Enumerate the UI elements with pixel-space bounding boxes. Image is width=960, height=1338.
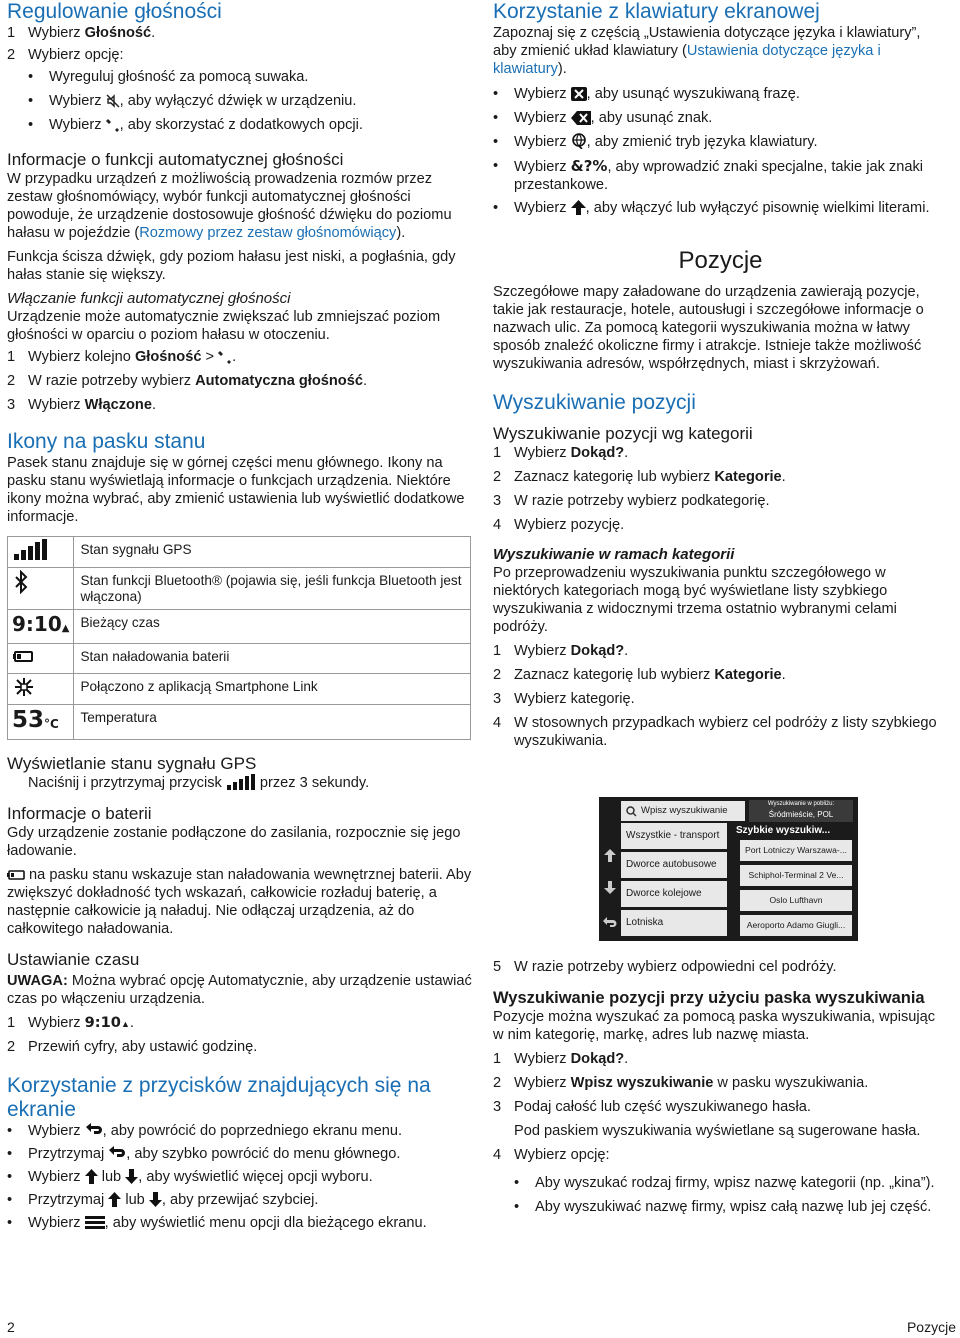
paragraph: UWAGA: Można wybrać opcję Automatycznie, aby urządzenie ustawiać czas po włączeniu urządzenia. bbox=[7, 973, 472, 1007]
list-item: • Wybierz , aby usunąć znak. bbox=[493, 110, 713, 126]
paragraph: Urządzenie może automatycznie zwiększać lub zmniejszać poziom głośności w oparciu o poziom hałasu w otoczeniu. bbox=[7, 309, 441, 343]
globe-icon bbox=[571, 133, 587, 149]
list-item: • Wybierz , aby wyświetlić menu opcji dla bieżącego ekranu. bbox=[7, 1215, 427, 1231]
heading-volume: Regulowanie głośności bbox=[7, 0, 222, 23]
gps-signal-icon[interactable] bbox=[226, 774, 256, 790]
step: 5 W razie potrzeby wybierz odpowiedni cel podróży. bbox=[493, 959, 837, 975]
step: 4 Wybierz pozycję. bbox=[493, 517, 625, 533]
step: 3 W razie potrzeby wybierz podkategorię. bbox=[493, 493, 770, 509]
list-item: • Wybierz , aby zmienić tryb języka klawiatury. bbox=[493, 134, 818, 150]
menu-icon bbox=[85, 1215, 105, 1230]
heading-search-bar: Wyszukiwanie pozycji przy użyciu paska wyszukiwania bbox=[493, 989, 925, 1007]
page-number: 2 bbox=[7, 1319, 15, 1335]
heading-battery: Informacje o baterii bbox=[7, 804, 152, 823]
step: 2 Zaznacz kategorię lub wybierz Kategorie. bbox=[493, 667, 786, 683]
heading-keyboard: Korzystanie z klawiatury ekranowej bbox=[493, 0, 820, 23]
step: 1 Wybierz Głośność. bbox=[7, 25, 156, 41]
shift-icon bbox=[571, 200, 586, 215]
heading-gps-status: Wyświetlanie stanu sygnału GPS bbox=[7, 754, 257, 773]
battery-icon bbox=[7, 868, 25, 882]
link-handsfree[interactable]: Rozmowy przez zestaw głośnomówiący bbox=[139, 225, 397, 241]
back-icon[interactable] bbox=[603, 917, 617, 929]
list-item: • Aby wyszukiwać nazwę firmy, wpisz całą nazwę lub jej część. bbox=[514, 1199, 932, 1215]
paragraph: Po przeprowadzeniu wyszukiwania punktu szczegółowego w niektórych kategoriach mogą być wyświetlane listy szybkiego wyszukiwania z widocznymi trzema ostatnio wybranymi celami podróży. bbox=[493, 565, 897, 635]
step: 2 Wybierz Wpisz wyszukiwanie w pasku wyszukiwania. bbox=[493, 1075, 869, 1091]
step: 1 Wybierz Dokąd?. bbox=[493, 1051, 629, 1067]
search-input[interactable]: Wpisz wyszukiwanie bbox=[621, 801, 745, 821]
heading-onscreen-buttons: Korzystanie z przycisków znajdujących się na ekranie bbox=[7, 1074, 431, 1121]
search-icon bbox=[626, 806, 637, 817]
left-column bbox=[7, 0, 475, 1237]
step: 4 W stosownych przypadkach wybierz cel podróży z listy szybkiego wyszukiwania. bbox=[493, 715, 937, 749]
search-nearby-button[interactable]: Wyszukiwanie w pobliżu: Śródmieście, POL bbox=[749, 800, 853, 822]
paragraph: W przypadku urządzeń z możliwością prowadzenia rozmów przez zestaw głośnomówiący, wybór funkcji automatycznej głośności powoduje, że urządzenie dostosowuje głośność dźwięku do poziomu hałasu w pojeździe (Rozmowy przez zestaw głośnomówiący). bbox=[7, 171, 452, 241]
list-item: • Wybierz , aby włączyć lub wyłączyć pisownię wielkimi literami. bbox=[493, 200, 930, 216]
list-item: • Przytrzymaj , aby szybko powrócić do menu głównego. bbox=[7, 1146, 401, 1162]
heading-set-time: Ustawianie czasu bbox=[7, 950, 140, 969]
option-list bbox=[493, 1174, 948, 1216]
status-icons-table bbox=[7, 536, 471, 740]
heading-auto-volume-info: Informacje o funkcji automatycznej głośności bbox=[7, 150, 344, 169]
list-item: • Wybierz lub , aby wyświetlić więcej opcji wyboru. bbox=[7, 1169, 373, 1185]
paragraph: Szczegółowe mapy załadowane do urządzenia zawierają pozycje, takie jak restauracje, hotele, autousługi i szczegółowe informacje o nazwach ulic. Za pomocą kategorii wyszukiwania można w łatwy sposób znaleźć okoliczne firmy i atrakcje. Istnieje także możliwość wyszukiwania adresów, współrzędnych, miast i skrzyżowań. bbox=[493, 284, 924, 372]
paragraph: Pasek stanu znajduje się w górnej części menu głównego. Ikony na pasku stanu wyświetlają informacje o funkcjach urządzenia. Niektóre ikony można wybrać, aby zmienić ustawienia lub wyświetlić dodatkowe informacje. bbox=[7, 455, 465, 525]
step: 2 Przewiń cyfry, aby ustawić godzinę. bbox=[7, 1039, 258, 1055]
clock-icon: 9:10▲ bbox=[12, 612, 70, 636]
link-language-keyboard[interactable]: Ustawienia dotyczące języka i klawiatury bbox=[493, 43, 881, 77]
step: 3 Wybierz Włączone. bbox=[7, 397, 157, 413]
back-icon bbox=[85, 1123, 103, 1138]
clear-icon bbox=[571, 87, 587, 101]
arrow-down-icon[interactable] bbox=[604, 881, 616, 894]
list-item: • Wybierz , aby usunąć wyszukiwaną frazę. bbox=[493, 86, 800, 102]
paragraph: na pasku stanu wskazuje stan naładowania wewnętrznej baterii. Aby zwiększyć dokładność tych wskazań, całkowicie rozładuj baterię, a następnie całkowicie ją naładuj. Nie odłączaj urządzenia, aż do całkowitego naładowania. bbox=[7, 867, 472, 937]
arrow-up-icon[interactable] bbox=[604, 849, 616, 862]
list-item: • Wybierz , aby wyłączyć dźwięk w urządzeniu. bbox=[28, 93, 357, 109]
battery-icon bbox=[12, 646, 36, 666]
step: 2 Wybierz opcję: bbox=[7, 47, 124, 63]
quick-result[interactable]: Aeroporto Adamo Giugli... bbox=[740, 915, 852, 936]
paragraph: Funkcja ścisza dźwięk, gdy poziom hałasu jest niski, a pogłaśnia, gdy hałas stanie się większy. bbox=[7, 249, 456, 283]
step: 2 Zaznacz kategorię lub wybierz Kategorie. bbox=[493, 469, 786, 485]
step: 4 Wybierz opcję: bbox=[493, 1147, 610, 1163]
heading-enable-auto-volume: Włączanie funkcji automatycznej głośności bbox=[7, 290, 291, 307]
paragraph: Pod paskiem wyszukiwania wyświetlane są sugerowane hasła. bbox=[514, 1123, 921, 1139]
gps-signal-icon bbox=[12, 539, 50, 561]
step: 2 W razie potrzeby wybierz Automatyczna głośność. bbox=[7, 373, 367, 389]
step: 1 Wybierz Dokąd?. bbox=[493, 643, 629, 659]
step: 3 Podaj całość lub część wyszukiwanego hasła. bbox=[493, 1099, 811, 1115]
heading-status-icons: Ikony na pasku stanu bbox=[7, 430, 206, 453]
list-item: • Wybierz , aby skorzystać z dodatkowych opcji. bbox=[28, 117, 363, 133]
table-row: Stan sygnału GPS bbox=[8, 537, 471, 568]
device-screenshot bbox=[599, 797, 858, 941]
step: 1 Wybierz kolejno Głośność > . bbox=[7, 349, 237, 365]
heading-positions: Pozycje bbox=[678, 247, 763, 274]
temperature-icon: 53°C bbox=[12, 707, 59, 733]
backspace-icon bbox=[571, 111, 591, 125]
quick-result[interactable]: Oslo Lufthavn bbox=[740, 890, 852, 911]
quick-search-title: Szybkie wyszukiw... bbox=[736, 825, 831, 836]
mute-icon bbox=[106, 94, 120, 108]
paragraph: Pozycje można wyszukać za pomocą paska wyszukiwania, wpisując w nim kategorię, markę, adres lub nazwę miasta. bbox=[493, 1009, 936, 1043]
table-row: 9:10▲ Bieżący czas bbox=[8, 610, 471, 644]
list-item: • Wybierz &?%, aby wprowadzić znaki specjalne, takie jak znaki przestankowe. bbox=[493, 157, 923, 193]
smartphone-link-icon bbox=[12, 676, 36, 698]
volume-options bbox=[7, 68, 475, 140]
table-row: Połączono z aplikacją Smartphone Link bbox=[8, 674, 471, 705]
category-item[interactable]: Wszystkie - transport bbox=[621, 823, 727, 849]
wrench-icon bbox=[106, 118, 120, 132]
back-icon bbox=[108, 1146, 126, 1161]
table-row: Stan naładowania baterii bbox=[8, 644, 471, 674]
clock-icon: 9:10 bbox=[84, 1014, 121, 1031]
arrow-up-icon bbox=[108, 1192, 121, 1207]
bluetooth-icon bbox=[12, 570, 32, 594]
step: 3 Wybierz kategorię. bbox=[493, 691, 635, 707]
quick-result[interactable]: Schiphol-Terminal 2 Ve... bbox=[740, 865, 852, 886]
list-item: • Przytrzymaj lub , aby przewijać szybciej. bbox=[7, 1192, 319, 1208]
table-row: 53°C Temperatura bbox=[8, 705, 471, 740]
list-item: • Wybierz , aby powrócić do poprzedniego ekranu menu. bbox=[7, 1123, 402, 1139]
list-item: • Aby wyszukać rodzaj firmy, wpisz nazwę kategorii (np. „kina”). bbox=[514, 1175, 935, 1191]
list-item: • Wyreguluj głośność za pomocą suwaka. bbox=[28, 69, 309, 85]
step: 1 Wybierz 9:10▲. bbox=[7, 1014, 134, 1031]
paragraph: Zapoznaj się z częścią „Ustawienia dotyczące języka i klawiatury”, aby zmienić układ klawiatury (Ustawienia dotyczące języka i klawiatury). bbox=[493, 25, 921, 77]
heading-search-in-category: Wyszukiwanie w ramach kategorii bbox=[493, 546, 735, 563]
heading-search-by-category: Wyszukiwanie pozycji wg kategorii bbox=[493, 424, 753, 443]
quick-result[interactable]: Port Lotniczy Warszawa-... bbox=[740, 840, 852, 861]
paragraph: Gdy urządzenie zostanie podłączone do zasilania, rozpocznie się jego ładowanie. bbox=[7, 825, 461, 859]
wrench-icon bbox=[218, 350, 232, 364]
arrow-down-icon bbox=[125, 1169, 138, 1184]
footer-section: Pozycje bbox=[906, 1319, 956, 1335]
category-item[interactable]: Dworce autobusowe bbox=[621, 852, 727, 878]
search-bar-section bbox=[493, 988, 948, 1216]
arrow-up-icon bbox=[85, 1169, 98, 1184]
paragraph: Naciśnij i przytrzymaj przycisk przez 3 sekundy. bbox=[28, 775, 370, 791]
heading-search: Wyszukiwanie pozycji bbox=[493, 391, 696, 414]
arrow-down-icon bbox=[149, 1192, 162, 1207]
special-chars-icon: &?% bbox=[570, 157, 608, 175]
category-item[interactable]: Dworce kolejowe bbox=[621, 881, 727, 907]
category-item[interactable]: Lotniska bbox=[621, 910, 727, 936]
step: 1 Wybierz Dokąd?. bbox=[493, 445, 629, 461]
table-row: Stan funkcji Bluetooth® (pojawia się, jeśli funkcja Bluetooth jest włączona) bbox=[8, 568, 471, 610]
